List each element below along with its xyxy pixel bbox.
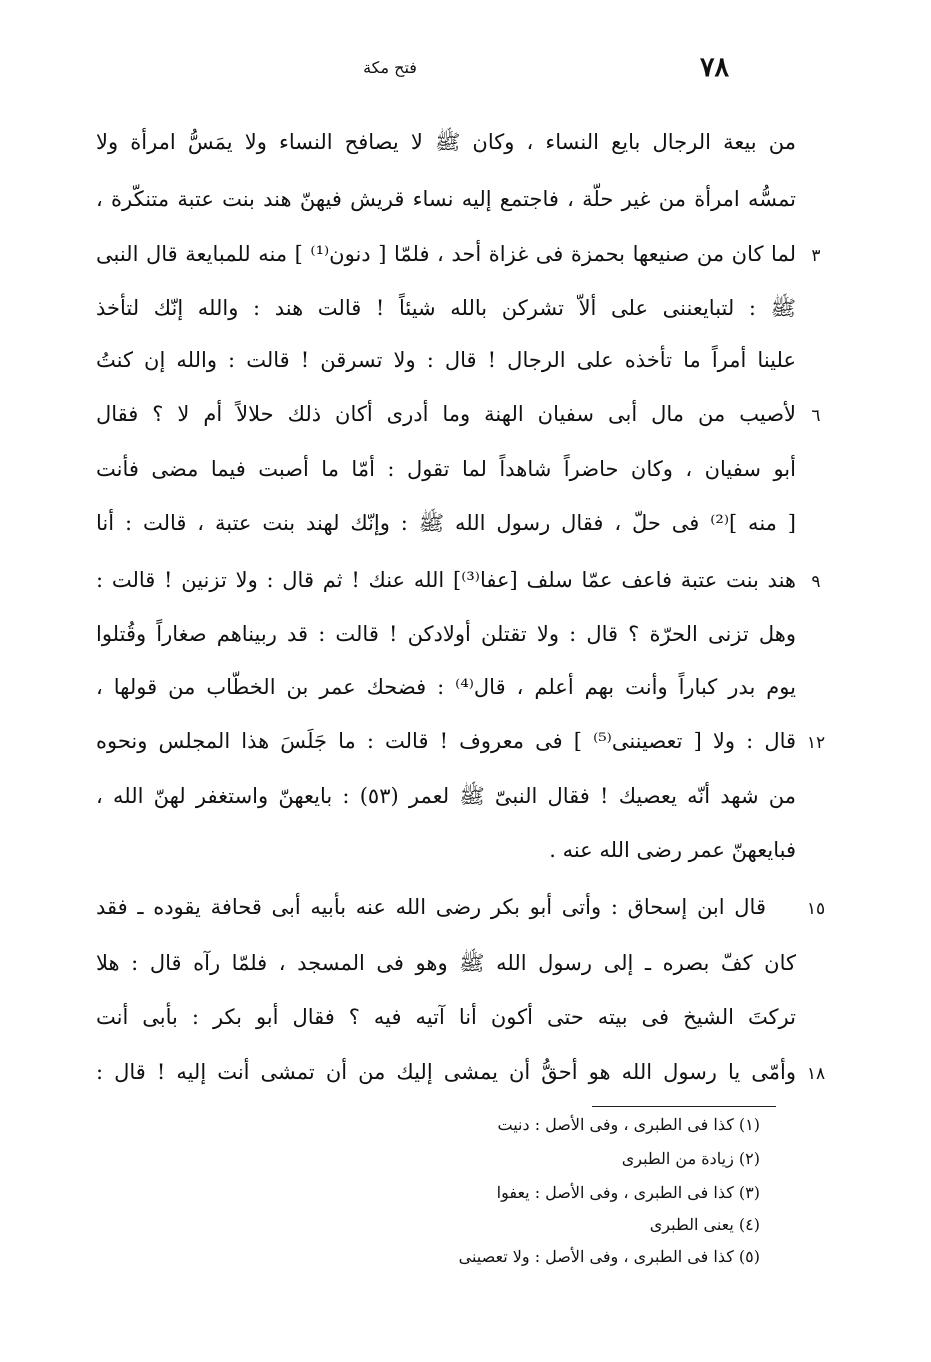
footnote: (٣) كذا فى الطبرى ، وفى الأصل : يعفوا	[496, 1183, 760, 1202]
text-line: لما كان من صنيعها بحمزة فى غزاة أحد ، فلمّا [ دنون⁽¹⁾ ] منه للمبايعة قال النبى	[96, 242, 796, 266]
text-line: قال ابن إسحاق : وأتى أبو بكر رضى الله عنه بأبيه أبى قحافة يقوده ـ فقد	[96, 895, 766, 919]
text-line: من شهد أنّه يعصيك ! فقال النبىّ ﷺ لعمر (٥٣) : بايعهنّ واستغفر لهنّ الله ،	[96, 784, 796, 808]
text-line: [ منه ]⁽²⁾ فى حلّ ، فقال رسول الله ﷺ : وإنّك لهند بنت عتبة ، قالت : أنا	[96, 511, 796, 535]
text-line: يوم بدر كباراً وأنت بهم أعلم ، قال⁽⁴⁾ : فضحك عمر بن الخطّاب من قولها ،	[96, 675, 796, 699]
text-line: قال : ولا [ تعصيننى⁽⁵⁾ ] فى معروف ! قالت : ما جَلَسَ هذا المجلس ونحوه	[96, 729, 796, 753]
line-number: ٩	[811, 572, 821, 592]
running-title: فتح مكة	[363, 58, 417, 77]
line-number: ٦	[811, 406, 821, 426]
line-number: ٣	[811, 246, 821, 266]
footnote-rule	[592, 1106, 776, 1107]
footnote: (١) كذا فى الطبرى ، وفى الأصل : دنيت	[497, 1115, 760, 1134]
line-number: ١٢	[806, 733, 826, 753]
text-line: تركتَ الشيخ فى بيته حتى أكون أنا آتيه فيه ؟ فقال أبو بكر : بأبى أنت	[96, 1005, 796, 1029]
text-line: وهل تزنى الحرّة ؟ قال : ولا تقتلن أولادكن ! قالت : قد ربيناهم صغاراً وقُتلوا	[96, 622, 796, 646]
page-number: ٧٨	[700, 52, 730, 83]
text-line: هند بنت عتبة فاعف عمّا سلف [عفا⁽³⁾] الله عنك ! ثم قال : ولا تزنين ! قالت :	[96, 568, 796, 592]
text-line: فبايعهنّ عمر رضى الله عنه .	[549, 838, 796, 862]
text-line: علينا أمراً ما تأخذه على الرجال ! قال : ولا تسرقن ! قالت : والله إن كنتُ	[96, 348, 796, 372]
text-line: لأصيب من مال أبى سفيان الهنة وما أدرى أكان ذلك حلالاً أم لا ؟ فقال	[96, 402, 796, 426]
text-line: كان كفّ بصره ـ إلى رسول الله ﷺ وهو فى المسجد ، فلمّا رآه قال : هلا	[96, 951, 796, 975]
text-line: وأمّى يا رسول الله هو أحقُّ أن يمشى إليك من أن تمشى أنت إليه ! قال :	[96, 1060, 796, 1084]
text-line: ﷺ : لتبايعننى على ألاّ تشركن بالله شيئاً ! قالت هند : والله إنّك لتأخذ	[96, 296, 796, 320]
text-line: من بيعة الرجال بايع النساء ، وكان ﷺ لا يصافح النساء ولا يمَسُّ امرأة ولا	[96, 130, 796, 154]
text-line: تمسُّه امرأة من غير حلّة ، فاجتمع إليه نساء قريش فيهنّ هند بنت عتبة متنكّرة ،	[96, 187, 796, 211]
footnote: (٤) يعنى الطبرى	[649, 1215, 760, 1234]
line-number: ١٥	[806, 899, 826, 919]
footnote: (٢) زيادة من الطبرى	[621, 1149, 760, 1168]
text-line: أبو سفيان ، وكان حاضراً شاهداً لما تقول : أمّا ما أصبت فيما مضى فأنت	[96, 457, 796, 481]
footnote: (٥) كذا فى الطبرى ، وفى الأصل : ولا تعصينى	[458, 1247, 760, 1266]
line-number: ١٨	[806, 1064, 826, 1084]
